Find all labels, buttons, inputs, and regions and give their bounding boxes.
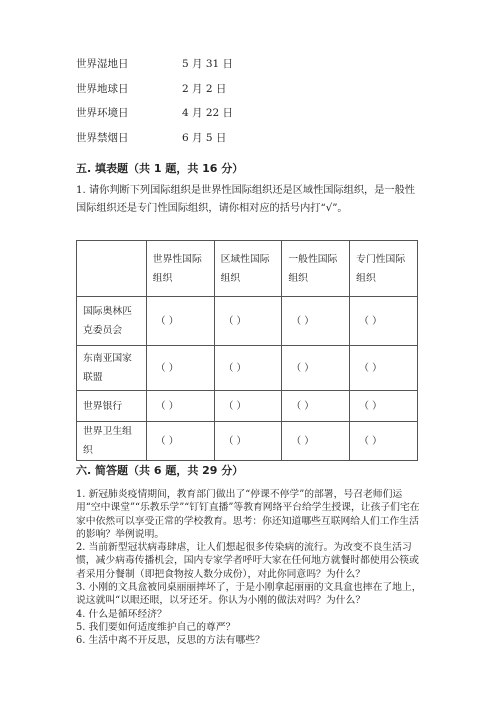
table-header-cell: 区域性国际组织: [214, 241, 282, 297]
day-row: [76, 132, 336, 144]
answer-blank[interactable]: （ ）: [146, 346, 214, 391]
section-6-title: 六. 简答题（共 6 题，共 29 分）: [76, 464, 244, 477]
table-header-row: [77, 241, 418, 297]
answer-blank[interactable]: （ ）: [282, 297, 350, 346]
answer-blank[interactable]: （ ）: [350, 391, 418, 422]
answer-blank[interactable]: （ ）: [282, 422, 350, 461]
day-date: 5 月 31 日: [182, 58, 234, 70]
table-row: [77, 422, 418, 461]
short-answer-question: 3. 小刚的文具盒被同桌丽丽摔坏了，于是小刚拿起丽丽的文具盒也摔在了地上，说这就叫“以眼还眼，以牙还牙。你认为小刚的做法对吗？为什么？: [76, 582, 422, 607]
section-5-title: 五. 填表题（共 1 题，共 16 分）: [76, 162, 244, 175]
short-answer-question: 4. 什么是循环经济？: [76, 608, 167, 620]
organization-table: [76, 240, 418, 461]
answer-blank[interactable]: （ ）: [146, 391, 214, 422]
day-date: 2 月 2 日: [182, 82, 227, 95]
day-date: 6 月 5 日: [182, 131, 227, 144]
short-answer-question: 5. 我们要如何适度维护自己的尊严？: [76, 621, 236, 633]
table-header-cell: 世界性国际组织: [146, 241, 214, 297]
day-name: 世界湿地日: [76, 58, 129, 70]
day-name: 世界环境日: [76, 107, 129, 120]
row-label: 世界卫生组织: [77, 422, 147, 461]
answer-blank[interactable]: （ ）: [282, 346, 350, 391]
answer-blank[interactable]: （ ）: [214, 422, 282, 461]
day-name: 世界禁烟日: [76, 131, 129, 144]
short-answer-question: 6. 生活中离不开反思，反思的方法有哪些？: [76, 635, 265, 647]
day-row: [76, 83, 336, 95]
table-header-cell: 一般性国际组织: [282, 241, 350, 297]
answer-blank[interactable]: （ ）: [282, 391, 350, 422]
table-header-cell: 专门性国际组织: [350, 241, 418, 297]
table-row: [77, 297, 418, 346]
row-label: 世界银行: [77, 391, 147, 422]
short-answer-list: [76, 488, 426, 648]
day-row: [76, 58, 336, 70]
section-5-question: 1. 请你判断下列国际组织是世界性国际组织还是区域性国际组织，是一般性国际组织还是专门性国际组织，请你相对应的括号内打“√”。: [76, 185, 415, 214]
row-label: 国际奥林匹克委员会: [77, 297, 147, 346]
answer-blank[interactable]: （ ）: [350, 422, 418, 461]
answer-blank[interactable]: （ ）: [146, 297, 214, 346]
answer-blank[interactable]: （ ）: [214, 297, 282, 346]
day-name: 世界地球日: [76, 82, 129, 95]
table-row: [77, 391, 418, 422]
row-label: 东南亚国家联盟: [77, 346, 147, 391]
table-row: [77, 346, 418, 391]
answer-blank[interactable]: （ ）: [146, 422, 214, 461]
short-answer-question: 1. 新冠肺炎疫情期间，教育部门做出了“停课不停学”的部署，号召老师们运用“空中课堂”“乐教乐学”“钉钉直播”等教育网络平台给学生授课，让孩子们宅在家中依然可以享受正常的学校教育。思考：你还知道哪些互联网给人们工作生活的影响？举例说明。: [76, 489, 420, 540]
answer-blank[interactable]: （ ）: [214, 346, 282, 391]
commemoration-days-list: [76, 58, 336, 156]
day-date: 4 月 22 日: [182, 107, 234, 120]
table-header-cell: [77, 241, 147, 297]
answer-blank[interactable]: （ ）: [350, 346, 418, 391]
day-row: [76, 107, 336, 119]
short-answer-question: 2. 当前新型冠状病毒肆虐，让人们想起很多传染病的流行。为改变不良生活习惯，减少病毒传播机会，国内专家学者呼吁大家在任何地方就餐时都使用公筷或者采用分餐制（即把食物按人数分成份），对此你同意吗？为什么？: [76, 542, 419, 580]
answer-blank[interactable]: （ ）: [214, 391, 282, 422]
answer-blank[interactable]: （ ）: [350, 297, 418, 346]
